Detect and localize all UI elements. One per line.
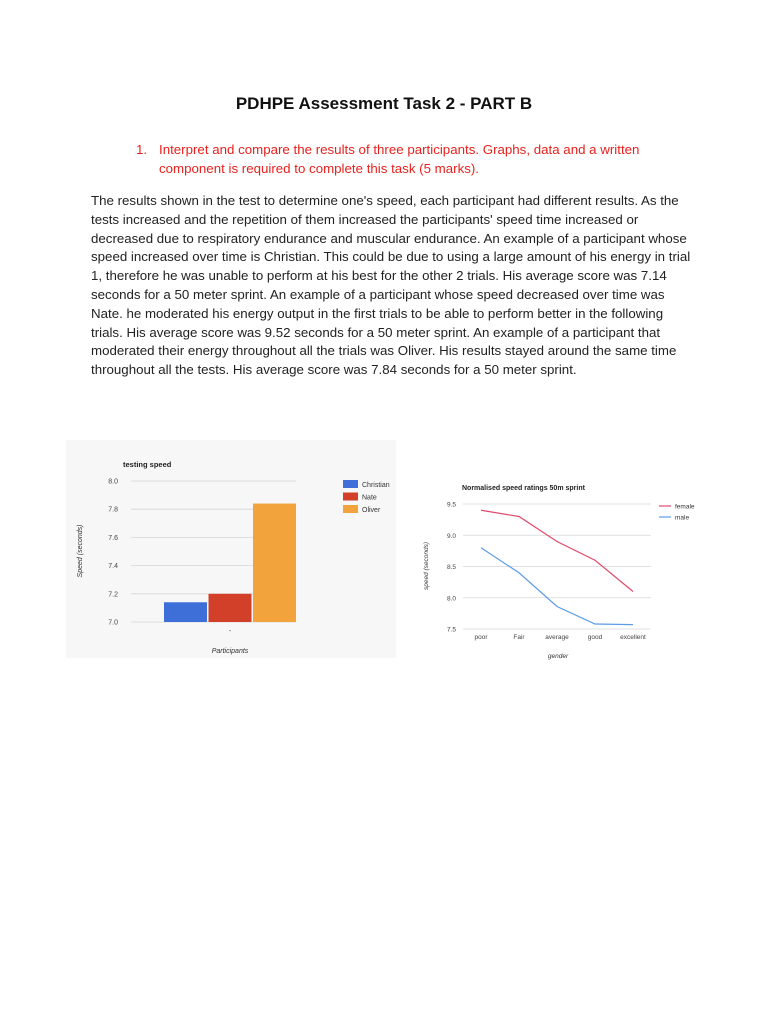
x-tick-label: good (587, 634, 603, 641)
y-tick-label: 8.0 (108, 478, 118, 486)
answer-paragraph: The results shown in the test to determine one's speed, each participant had different results. As the tests increased and the repetition of them increased the participants' speed time increased or decreased due to respiratory endurance and muscular endurance. An example of a participant whose speed increased over time is Christian. This could be due to using a large amount of his energy in trial 1, therefore he was unable to perform at his best for the other 2 trials. His average score was 7.14 seconds for a 50 meter sprint. An example of a participant whose speed decreased over time was Nate. he moderated his energy output in the first trials to be able to perform better in the following trials. His average score was 9.52 seconds for a 50 meter sprint. An example of a participant that moderated their energy throughout all the trials was Oliver. His results stayed around the same time throughout all the tests. His average score was 7.84 seconds for a 50 meter sprint. (91, 193, 691, 378)
legend-label: male (675, 514, 690, 522)
x-tick-label: excellent (620, 634, 646, 641)
normalised-speed-chart-svg (418, 475, 710, 665)
x-tick-label: poor (474, 634, 488, 641)
question-text: Interpret and compare the results of three participants. Graphs, data and a written component is required to complete this task (5 marks). (159, 142, 640, 176)
y-tick-label: 7.8 (108, 506, 118, 514)
y-axis-label: Speed (seconds) (77, 524, 84, 578)
bar-christian (164, 602, 207, 622)
document-title: PDHPE Assessment Task 2 - PART B (235, 94, 533, 113)
y-tick-label: 7.5 (446, 626, 456, 634)
legend-label: female (675, 503, 695, 511)
chart-title: Normalised speed ratings 50m sprint (462, 485, 585, 492)
y-tick-label: 9.5 (446, 501, 456, 509)
x-tick-label: - (228, 628, 232, 635)
y-axis-label: speed (seconds) (423, 541, 430, 591)
bar-oliver (253, 504, 296, 622)
bar-nate (209, 594, 252, 622)
y-tick-label: 7.4 (108, 563, 118, 571)
testing-speed-chart-svg (66, 440, 396, 658)
y-tick-label: 8.0 (446, 595, 456, 603)
x-tick-label: Fair (513, 634, 525, 641)
legend-label: Christian (362, 482, 390, 489)
y-tick-label: 7.0 (108, 619, 118, 627)
question-number: 1. (136, 142, 148, 157)
x-axis-label: Participants (211, 648, 249, 655)
series-line-male (481, 548, 633, 625)
legend-swatch-oliver (343, 505, 358, 513)
series-line-female (481, 510, 633, 591)
normalised-speed-chart (418, 475, 710, 665)
chart-title: testing speed (123, 460, 172, 469)
y-tick-label: 9.0 (446, 532, 456, 540)
testing-speed-chart (66, 440, 396, 658)
question-item (136, 140, 676, 178)
y-tick-label: 8.5 (446, 564, 456, 571)
y-tick-label: 7.6 (108, 534, 118, 542)
y-tick-label: 7.2 (108, 591, 118, 599)
legend-label: Nate (362, 494, 377, 502)
x-tick-label: average (545, 634, 569, 641)
legend-swatch-christian (343, 480, 358, 488)
legend-label: Oliver (362, 507, 381, 514)
x-axis-label: gender (547, 653, 569, 660)
legend-swatch-nate (343, 493, 358, 501)
